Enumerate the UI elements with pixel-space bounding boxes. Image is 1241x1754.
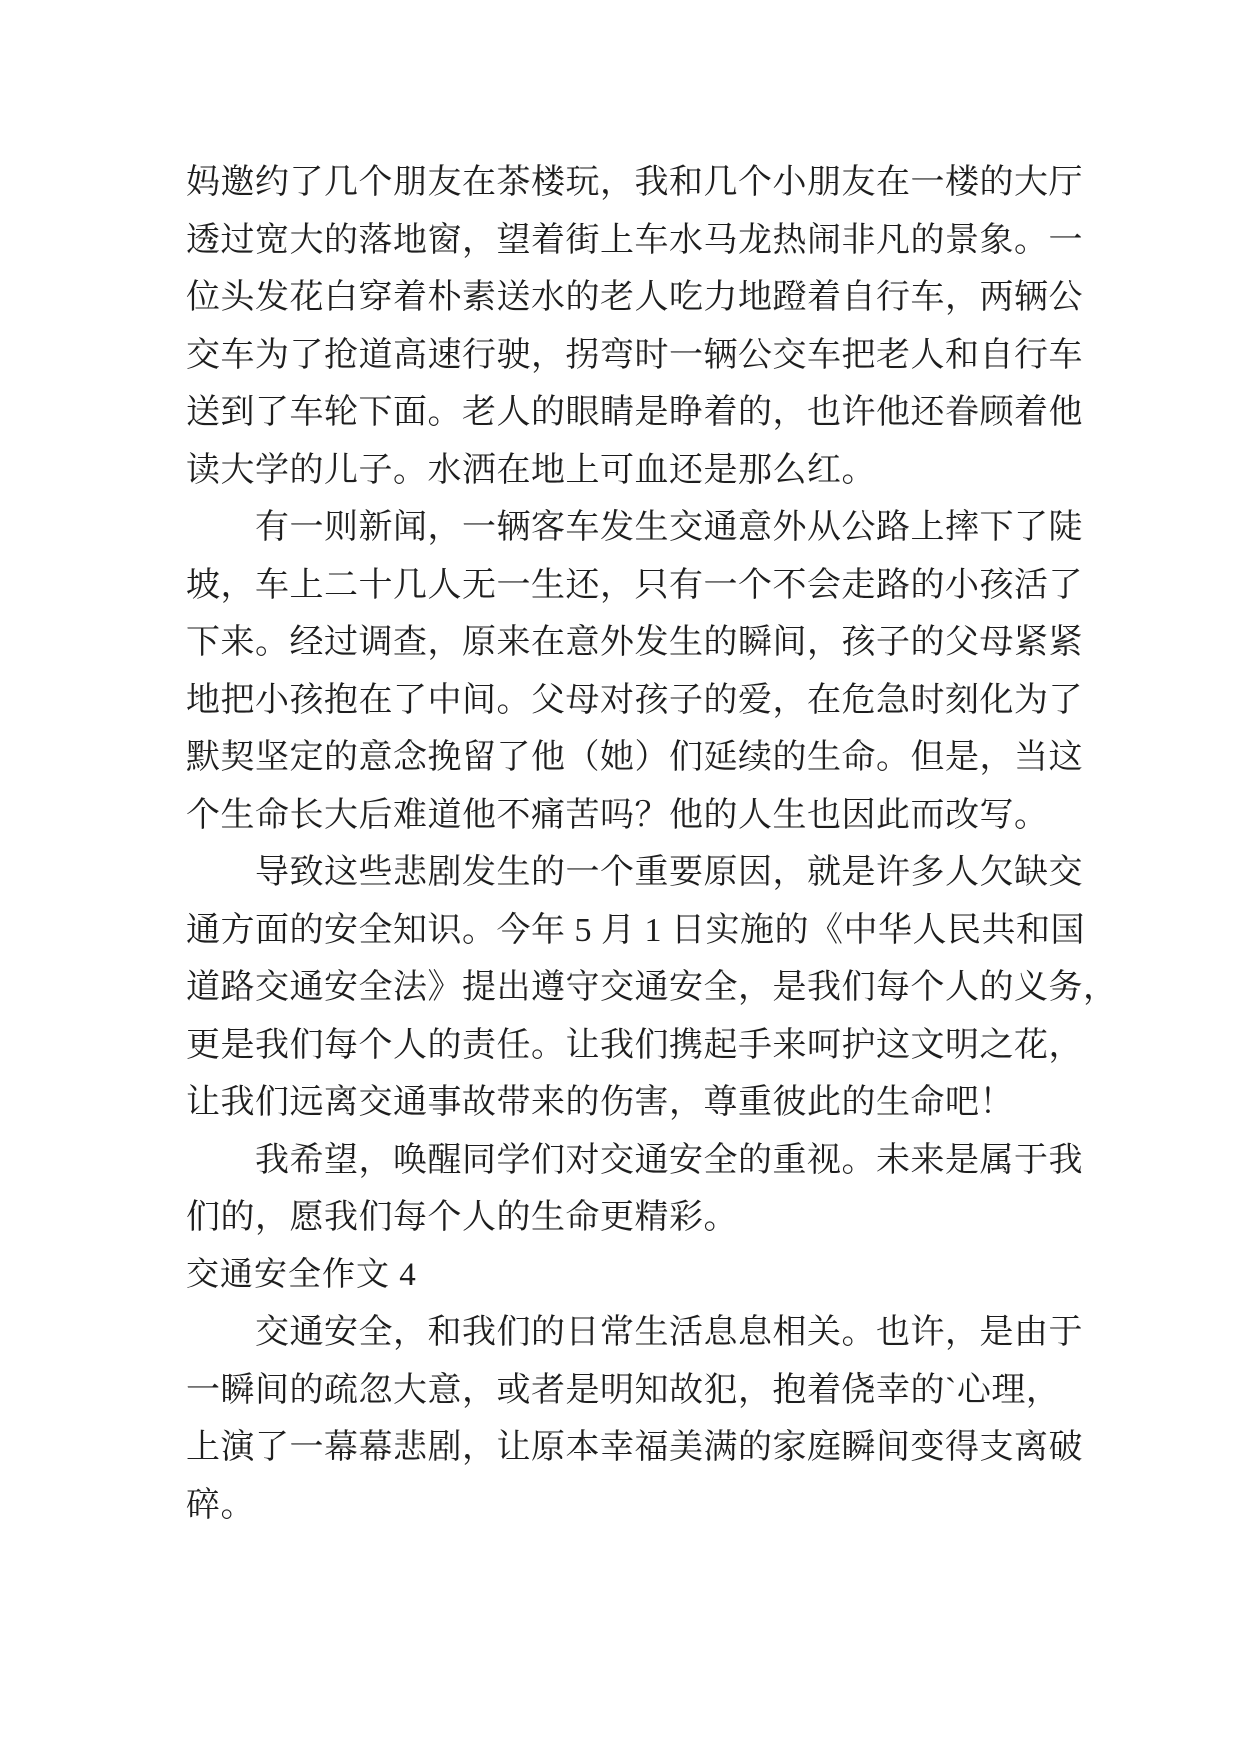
essay-line: 道路交通安全法》提出遵守交通安全，是我们每个人的义务，	[186, 969, 1118, 1006]
essay-line: 妈邀约了几个朋友在茶楼玩，我和几个小朋友在一楼的大厅	[186, 164, 1083, 201]
essay-line: 默契坚定的意念挽留了他（她）们延续的生命。但是，当这	[186, 739, 1083, 776]
essay-line: 我希望，唤醒同学们对交通安全的重视。未来是属于我	[255, 1141, 1083, 1179]
essay-line: 上演了一幕幕悲剧，让原本幸福美满的家庭瞬间变得支离破	[186, 1429, 1083, 1466]
essay-line: 让我们远离交通事故带来的伤害，尊重彼此的生命吧！	[186, 1084, 1014, 1121]
essay-line: 下来。经过调查，原来在意外发生的瞬间，孩子的父母紧紧	[186, 624, 1083, 661]
essay-line: 导致这些悲剧发生的一个重要原因，就是许多人欠缺交	[255, 854, 1083, 891]
essay-line: 交通安全，和我们的日常生活息息相关。也许，是由于	[255, 1314, 1083, 1351]
essay-line: 个生命长大后难道他不痛苦吗？他的人生也因此而改写。	[186, 796, 1049, 834]
essay-line: 透过宽大的落地窗，望着街上车水马龙热闹非凡的景象。一	[186, 221, 1083, 259]
essay-line: 地把小孩抱在了中间。父母对孩子的爱，在危急时刻化为了	[186, 681, 1083, 719]
essay-line: 们的，愿我们每个人的生命更精彩。	[186, 1199, 738, 1236]
essay-line: 坡，车上二十几人无一生还，只有一个不会走路的小孩活了	[186, 566, 1083, 604]
essay-line: 读大学的儿子。水洒在地上可血还是那么红。	[186, 451, 876, 489]
essay-line: 通方面的安全知识。今年 5 月 1 日实施的《中华人民共和国	[186, 911, 1085, 949]
essay-line: 一瞬间的疏忽大意，或者是明知故犯，抱着侥幸的`心理，	[186, 1371, 1061, 1409]
essay-line: 碎。	[186, 1486, 255, 1524]
essay-line: 有一则新闻，一辆客车发生交通意外从公路上摔下了陡	[255, 509, 1083, 546]
essay-line: 位头发花白穿着朴素送水的老人吃力地蹬着自行车，两辆公	[186, 279, 1083, 316]
essay-line: 送到了车轮下面。老人的眼睛是睁着的，也许他还眷顾着他	[186, 394, 1083, 431]
section-heading: 交通安全作文 4	[186, 1256, 417, 1293]
essay-line: 交车为了抢道高速行驶，拐弯时一辆公交车把老人和自行车	[186, 336, 1083, 374]
essay-line: 更是我们每个人的责任。让我们携起手来呵护这文明之花，	[186, 1026, 1083, 1064]
essay-content	[186, 154, 1118, 1534]
